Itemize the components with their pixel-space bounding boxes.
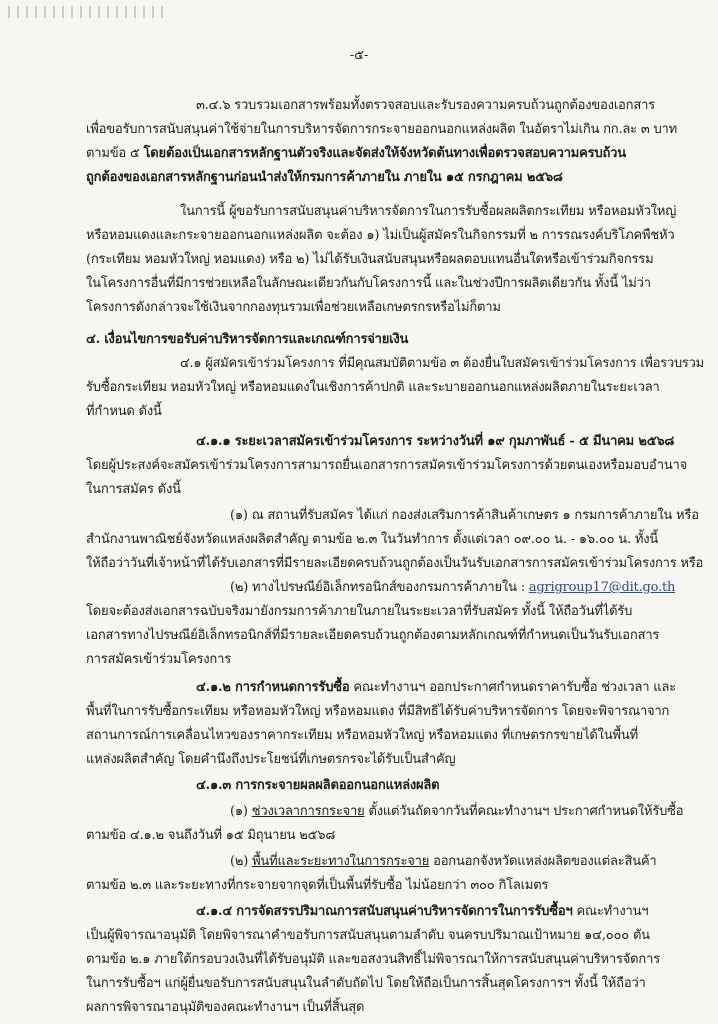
para-line: ในการนี้ ผู้ขอรับการสนับสนุนค่าบริหารจัดการในการรับซื้อผลผลิตกระเทียม หรือหอมหัวใหญ่ — [180, 204, 677, 219]
para-line: หรือหอมแดงและกระจายออกนอกแหล่งผลิต จะต้อง ๑) ไม่เป็นผู้สมัครในกิจกรรมที่ ๒ การรณรงค์บริโภคพืชหัว — [86, 228, 675, 243]
text-run: คณะทำงานฯ ออกประกาศกำหนดราคารับซื้อ ช่วงเวลา และ — [349, 680, 677, 695]
para-line: ผลการพิจารณาอนุมัติของคณะทำงานฯ เป็นที่สิ้นสุด — [86, 1000, 365, 1015]
para-line: พื้นที่ในการรับซื้อกระเทียม หรือหอมหัวใหญ่ หรือหอมแดง ที่มีสิทธิได้รับค่าบริหารจัดการ โดยจะพิจารณาจาก — [86, 704, 670, 719]
scan-artifact — [8, 6, 168, 18]
para-line: (กระเทียม หอมหัวใหญ่ หอมแดง) หรือ ๒) ไม่ได้รับเงินสนับสนุนหรือผลตอบแทนอื่นใดหรือเข้าร่วมกิจกรรม — [86, 252, 654, 267]
para-line: ตามข้อ ๒.๓ และระยะทางที่กระจายจากจุดที่เป็นพื้นที่รับซื้อ ไม่น้อยกว่า ๓๐๐ กิโลเมตร — [86, 878, 549, 893]
para-line: เป็นผู้พิจารณาอนุมัติ โดยพิจารณาคำขอรับการสนับสนุนตามลำดับ จนครบปริมาณเป้าหมาย ๑๔,๐๐๐ ตัน — [86, 928, 650, 943]
para-line: (๑) ณ สถานที่รับสมัคร ได้แก่ กองส่งเสริมการค้าสินค้าเกษตร ๑ กรมการค้าภายใน หรือ — [230, 508, 699, 523]
para-line — [230, 804, 683, 820]
para-line: รับซื้อกระเทียม หอมหัวใหญ่ หรือหอมแดงในเชิงการค้าปกติ และระบายออกนอกแหล่งผลิตภายในระยะเวลา — [86, 380, 660, 395]
para-line — [86, 146, 626, 162]
para-line: แหล่งผลิตสำคัญ โดยคำนึงถึงประโยชน์ที่เกษตรกรจะได้รับเป็นสำคัญ — [86, 752, 456, 767]
text-run: (๒) ทางไปรษณีย์อิเล็กทรอนิกส์ของกรมการค้าภายใน : — [230, 580, 525, 595]
para-line: ๔.๑ ผู้สมัครเข้าร่วมโครงการ ที่มีคุณสมบัติตามข้อ ๓ ต้องยื่นใบสมัครเข้าร่วมโครงการ เพื่อรวบรวม — [180, 356, 704, 371]
text-run: (๑) — [230, 804, 248, 819]
para-line: ตามข้อ ๒.๑ ภายใต้กรอบวงเงินที่ได้รับอนุมัติ และขอสงวนสิทธิ์ไม่พิจารณาให้การสนับสนุนค่าบริหารจัดการ — [86, 952, 660, 967]
text-run: ออกนอกจังหวัดแหล่งผลิตของแต่ละสินค้า — [429, 854, 657, 869]
para-line: ในการรับซื้อฯ แก่ผู้ยื่นขอรับการสนับสนุนในลำดับถัดไป โดยให้ถือเป็นการสิ้นสุดโครงการฯ ทั้งนี้ ให้ถือว่า — [86, 976, 646, 991]
email-link[interactable]: agrigroup17@dit.go.th — [528, 580, 676, 595]
text-run: ตามข้อ ๕ — [86, 146, 140, 161]
para-line — [230, 854, 657, 870]
para-line: โดยจะต้องส่งเอกสารฉบับจริงมายังกรมการค้าภายในภายในระยะเวลาที่รับสมัคร ทั้งนี้ ให้ถือวันที่ได้รับ — [86, 604, 633, 619]
para-line: ในโครงการอื่นที่มีการช่วยเหลือในลักษณะเดียวกันกับโครงการนี้ และในช่วงปีการผลิตเดียวกัน ทั้งนี้ ไม่ว่า — [86, 276, 651, 291]
para-line: ที่กำหนด ดังนี้ — [86, 404, 162, 419]
underlined-text: ช่วงเวลาการกระจาย — [251, 804, 365, 819]
para-line: เอกสารทางไปรษณีย์อิเล็กทรอนิกส์ที่มีรายละเอียดครบถ้วนถูกต้องตามหลักเกณฑ์ที่กำหนดเป็นวันรับเอกสาร — [86, 628, 660, 643]
para-line: โดยผู้ประสงค์จะสมัครเข้าร่วมโครงการสามารถยื่นเอกสารการสมัครเข้าร่วมโครงการด้วยตนเองหรือมอบอำนาจ — [86, 458, 688, 473]
bold-text: ๔.๑.๔ การจัดสรรปริมาณการสนับสนุนค่าบริหารจัดการในการรับซื้อฯ — [196, 904, 573, 919]
para-line: ตามข้อ ๔.๑.๒ จนถึงวันที่ ๑๕ มิถุนายน ๒๕๖๘ — [86, 828, 336, 843]
underlined-text: พื้นที่และระยะทางในการกระจาย — [252, 854, 430, 869]
para-line: โครงการดังกล่าวจะใช้เงินจากกองทุนรวมเพื่อช่วยเหลือเกษตรกรหรือไม่ก็ตาม — [86, 300, 501, 315]
text-run: ตั้งแต่วันถัดจากวันที่คณะทำงานฯ ประกาศกำหนดให้รับซื้อ — [364, 804, 684, 819]
para-line: ในการสมัคร ดังนี้ — [86, 482, 181, 497]
section-heading: ๔. เงื่อนไขการขอรับค่าบริหารจัดการและเกณฑ์การจ่ายเงิน — [86, 332, 409, 347]
bold-text: ๔.๑.๒ การกำหนดการรับซื้อ — [196, 680, 350, 695]
bold-text: โดยต้องเป็นเอกสารหลักฐานตัวจริงและจัดส่งให้จังหวัดต้นทางเพื่อตรวจสอบความครบถ้วน — [143, 146, 626, 161]
para-line: การสมัครเข้าร่วมโครงการ — [86, 652, 231, 667]
para-line: ให้ถือว่าวันที่เจ้าหน้าที่ได้รับเอกสารที่มีรายละเอียดครบถ้วนถูกต้องเป็นวันรับเอกสารการสมัครเข้าร่วมโครงการ หรือ — [86, 556, 704, 571]
text-run: (๒) — [230, 854, 249, 869]
page-number: -๕- — [349, 48, 369, 63]
para-line: ถูกต้องของเอกสารหลักฐานก่อนนำส่งให้กรมการค้าภายใน ภายใน ๑๕ กรกฎาคม ๒๕๖๘ — [86, 170, 563, 185]
subsection-heading: ๔.๑.๓ การกระจายผลผลิตออกนอกแหล่งผลิต — [196, 778, 440, 793]
para-line: สำนักงานพาณิชย์จังหวัดแหล่งผลิตสำคัญ ตามข้อ ๒.๓ ในวันทำการ ตั้งแต่เวลา ๐๙.๐๐ น. - ๑๖.๐๐ น. ทั้งนี้ — [86, 532, 659, 547]
subsection-heading: ๔.๑.๑ ระยะเวลาสมัครเข้าร่วมโครงการ ระหว่างวันที่ ๑๙ กุมภาพันธ์ - ๕ มีนาคม ๒๕๖๘ — [196, 434, 675, 449]
para-line: สถานการณ์การเคลื่อนไหวของราคากระเทียม หรือหอมหัวใหญ่ หรือหอมแดง ที่เกษตรกรขายได้ในพื้นที่ — [86, 728, 638, 743]
para-line — [196, 904, 648, 920]
para-line — [230, 580, 675, 596]
para-line — [196, 680, 676, 696]
text-run: คณะทำงานฯ — [572, 904, 649, 919]
para-line: ๓.๔.๖ รวบรวมเอกสารพร้อมทั้งตรวจสอบและรับรองความครบถ้วนถูกต้องของเอกสาร — [196, 98, 655, 113]
para-line: เพื่อขอรับการสนับสนุนค่าใช้จ่ายในการบริหารจัดการกระจายออกนอกแหล่งผลิต ในอัตราไม่เกิน กก.ละ ๓ บาท — [86, 122, 678, 137]
